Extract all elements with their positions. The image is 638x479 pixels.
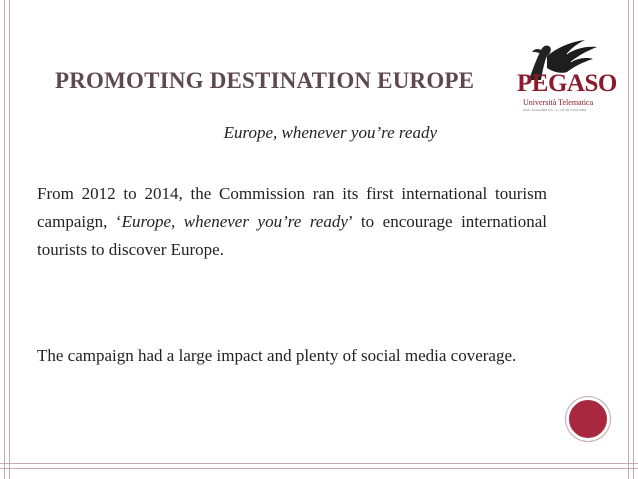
bottom-frame-border <box>0 463 638 469</box>
paragraph-text: ’ to encourage international tourists to discover Europe. <box>37 212 547 259</box>
logo-brand-text: PEGASO <box>517 70 617 97</box>
slide-subtitle: Europe, whenever you’re ready <box>223 123 437 142</box>
campaign-name: Europe, whenever you’re ready <box>121 212 348 231</box>
pegaso-logo <box>507 38 622 116</box>
decorative-circle <box>566 397 610 441</box>
logo-subtitle: Università Telematica <box>523 98 594 107</box>
paragraph-text: From 2012 to 2014, the Commission ran its first international tourism campaign, ‘ <box>37 184 547 231</box>
paragraph-impact: The campaign had a large impact and plenty of social media coverage. <box>37 346 517 365</box>
left-frame-border <box>4 0 10 479</box>
slide-title: PROMOTING DESTINATION EUROPE <box>55 68 475 93</box>
logo-fineprint: D.M. 20.04.2006 G.U. n. 118 del 23.05.2006 <box>523 108 586 112</box>
right-frame-border <box>628 0 634 479</box>
paragraph-campaign <box>37 180 547 264</box>
